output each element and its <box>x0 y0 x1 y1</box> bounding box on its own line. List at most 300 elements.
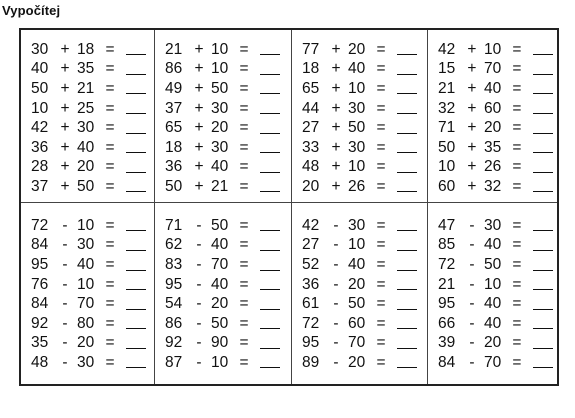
answer-blank[interactable] <box>126 133 146 134</box>
problem-row <box>31 255 154 275</box>
second-operand: 32 <box>483 177 502 195</box>
answer-blank[interactable] <box>533 309 553 310</box>
answer-blank[interactable] <box>126 93 146 94</box>
equals-sign: = <box>376 177 386 195</box>
answer-blank[interactable] <box>260 328 280 329</box>
plus-sign: + <box>467 177 477 195</box>
answer-blank[interactable] <box>397 328 417 329</box>
answer-blank[interactable] <box>397 367 417 368</box>
problem-row <box>302 177 427 197</box>
equals-sign: = <box>376 60 386 78</box>
problem-row <box>438 158 557 178</box>
second-operand: 10 <box>77 275 95 293</box>
answer-blank[interactable] <box>260 230 280 231</box>
answer-blank[interactable] <box>126 250 146 251</box>
answer-blank[interactable] <box>397 309 417 310</box>
answer-blank[interactable] <box>533 93 553 94</box>
second-operand: 60 <box>347 314 366 332</box>
equals-sign: = <box>376 295 386 313</box>
first-operand: 66 <box>437 314 456 332</box>
first-operand: 20 <box>301 177 320 195</box>
plus-sign: + <box>331 40 341 58</box>
equals-sign: = <box>239 236 249 254</box>
minus-sign: - <box>469 353 475 371</box>
answer-blank[interactable] <box>126 152 146 153</box>
first-operand: 72 <box>301 314 320 332</box>
exercise-grid <box>19 28 559 386</box>
problem-row <box>31 118 154 138</box>
problem-row <box>31 79 154 99</box>
second-operand: 30 <box>77 353 95 371</box>
answer-blank[interactable] <box>126 74 146 75</box>
first-operand: 32 <box>437 99 456 117</box>
second-operand: 50 <box>483 256 502 274</box>
equals-sign: = <box>105 314 115 332</box>
plus-sign: + <box>331 138 341 156</box>
second-operand: 21 <box>211 177 229 195</box>
first-operand: 92 <box>165 334 183 352</box>
equals-sign: = <box>512 177 522 195</box>
answer-blank[interactable] <box>260 270 280 271</box>
answer-blank[interactable] <box>533 270 553 271</box>
equals-sign: = <box>512 314 522 332</box>
second-operand: 30 <box>483 216 502 234</box>
problem-row <box>165 60 291 80</box>
first-operand: 48 <box>31 353 49 371</box>
answer-blank[interactable] <box>260 152 280 153</box>
second-operand: 20 <box>77 158 95 176</box>
answer-blank[interactable] <box>260 309 280 310</box>
answer-blank[interactable] <box>533 113 553 114</box>
answer-blank[interactable] <box>397 172 417 173</box>
plus-sign: + <box>194 119 204 137</box>
second-operand: 35 <box>77 60 95 78</box>
problem-row <box>165 79 291 99</box>
plus-sign: + <box>60 40 70 58</box>
second-operand: 40 <box>211 275 229 293</box>
equals-sign: = <box>512 40 522 58</box>
second-operand: 40 <box>483 314 502 332</box>
plus-sign: + <box>467 158 477 176</box>
answer-blank[interactable] <box>533 54 553 55</box>
addition-block <box>21 30 155 203</box>
equals-sign: = <box>512 158 522 176</box>
problem-row <box>31 294 154 314</box>
first-operand: 49 <box>165 79 183 97</box>
first-operand: 40 <box>31 60 49 78</box>
plus-sign: + <box>194 158 204 176</box>
problem-row <box>165 334 291 354</box>
first-operand: 37 <box>31 177 49 195</box>
minus-sign: - <box>62 353 68 371</box>
addition-block <box>155 30 292 203</box>
answer-blank[interactable] <box>397 289 417 290</box>
first-operand: 72 <box>437 256 456 274</box>
minus-sign: - <box>196 256 202 274</box>
second-operand: 50 <box>211 79 229 97</box>
answer-blank[interactable] <box>533 289 553 290</box>
second-operand: 30 <box>347 99 366 117</box>
first-operand: 35 <box>31 334 49 352</box>
second-operand: 10 <box>77 216 95 234</box>
first-operand: 50 <box>437 138 456 156</box>
problem-row <box>302 353 427 373</box>
second-operand: 40 <box>483 295 502 313</box>
first-operand: 77 <box>301 40 320 58</box>
equals-sign: = <box>105 119 115 137</box>
first-operand: 61 <box>301 295 320 313</box>
first-operand: 21 <box>437 79 456 97</box>
second-operand: 50 <box>211 216 229 234</box>
problem-row <box>302 216 427 236</box>
plus-sign: + <box>467 60 477 78</box>
plus-sign: + <box>467 79 477 97</box>
problem-row <box>165 255 291 275</box>
problem-row <box>302 236 427 256</box>
answer-blank[interactable] <box>260 250 280 251</box>
equals-sign: = <box>105 158 115 176</box>
plus-sign: + <box>194 79 204 97</box>
equals-sign: = <box>239 99 249 117</box>
problem-row <box>165 314 291 334</box>
answer-blank[interactable] <box>126 289 146 290</box>
answer-blank[interactable] <box>260 289 280 290</box>
first-operand: 84 <box>31 236 49 254</box>
problem-row <box>302 255 427 275</box>
problem-row <box>302 294 427 314</box>
minus-sign: - <box>196 334 202 352</box>
equals-sign: = <box>105 60 115 78</box>
addition-block <box>292 30 428 203</box>
first-operand: 95 <box>437 295 456 313</box>
second-operand: 40 <box>211 236 229 254</box>
answer-blank[interactable] <box>260 74 280 75</box>
minus-sign: - <box>333 256 339 274</box>
equals-sign: = <box>512 60 522 78</box>
equals-sign: = <box>239 177 249 195</box>
equals-sign: = <box>239 60 249 78</box>
second-operand: 90 <box>211 334 229 352</box>
answer-blank[interactable] <box>126 309 146 310</box>
problem-row <box>165 118 291 138</box>
plus-sign: + <box>60 60 70 78</box>
subtraction-block <box>428 203 557 384</box>
second-operand: 30 <box>347 216 366 234</box>
problem-row <box>438 314 557 334</box>
problem-row <box>165 177 291 197</box>
second-operand: 40 <box>347 60 366 78</box>
first-operand: 30 <box>31 40 49 58</box>
problem-row <box>31 158 154 178</box>
answer-blank[interactable] <box>126 172 146 173</box>
second-operand: 30 <box>77 119 95 137</box>
answer-blank[interactable] <box>533 74 553 75</box>
second-operand: 70 <box>347 334 366 352</box>
first-operand: 42 <box>437 40 456 58</box>
equals-sign: = <box>105 275 115 293</box>
answer-blank[interactable] <box>397 74 417 75</box>
first-operand: 62 <box>165 236 183 254</box>
equals-sign: = <box>239 40 249 58</box>
second-operand: 30 <box>77 236 95 254</box>
answer-blank[interactable] <box>126 54 146 55</box>
first-operand: 87 <box>165 353 183 371</box>
answer-blank[interactable] <box>533 230 553 231</box>
equals-sign: = <box>512 236 522 254</box>
first-operand: 10 <box>437 158 456 176</box>
first-operand: 44 <box>301 99 320 117</box>
problem-row <box>438 118 557 138</box>
problem-row <box>31 314 154 334</box>
equals-sign: = <box>239 216 249 234</box>
answer-blank[interactable] <box>397 191 417 192</box>
problem-row <box>438 138 557 158</box>
answer-blank[interactable] <box>397 113 417 114</box>
problem-row <box>165 138 291 158</box>
first-operand: 71 <box>165 216 183 234</box>
minus-sign: - <box>469 314 475 332</box>
equals-sign: = <box>105 177 115 195</box>
first-operand: 39 <box>437 334 456 352</box>
first-operand: 47 <box>437 216 456 234</box>
equals-sign: = <box>512 256 522 274</box>
first-operand: 18 <box>165 138 183 156</box>
answer-blank[interactable] <box>533 348 553 349</box>
first-operand: 85 <box>437 236 456 254</box>
second-operand: 70 <box>483 353 502 371</box>
first-operand: 21 <box>165 40 183 58</box>
equals-sign: = <box>239 256 249 274</box>
equals-sign: = <box>512 79 522 97</box>
second-operand: 50 <box>347 119 366 137</box>
second-operand: 25 <box>77 99 95 117</box>
equals-sign: = <box>239 334 249 352</box>
answer-blank[interactable] <box>397 230 417 231</box>
first-operand: 36 <box>301 275 320 293</box>
equals-sign: = <box>239 138 249 156</box>
equals-sign: = <box>239 119 249 137</box>
problem-row <box>438 216 557 236</box>
second-operand: 20 <box>347 275 366 293</box>
minus-sign: - <box>196 314 202 332</box>
equals-sign: = <box>239 79 249 97</box>
answer-blank[interactable] <box>260 133 280 134</box>
answer-blank[interactable] <box>397 270 417 271</box>
problem-row <box>31 40 154 60</box>
answer-blank[interactable] <box>397 93 417 94</box>
second-operand: 50 <box>211 314 229 332</box>
minus-sign: - <box>196 216 202 234</box>
second-operand: 30 <box>347 138 366 156</box>
answer-blank[interactable] <box>126 230 146 231</box>
answer-blank[interactable] <box>260 348 280 349</box>
answer-blank[interactable] <box>126 328 146 329</box>
plus-sign: + <box>194 177 204 195</box>
second-operand: 10 <box>211 353 229 371</box>
answer-blank[interactable] <box>533 172 553 173</box>
equals-sign: = <box>105 40 115 58</box>
equals-sign: = <box>105 256 115 274</box>
first-operand: 50 <box>31 79 49 97</box>
plus-sign: + <box>467 40 477 58</box>
plus-sign: + <box>331 60 341 78</box>
answer-blank[interactable] <box>397 54 417 55</box>
second-operand: 26 <box>347 177 366 195</box>
minus-sign: - <box>469 295 475 313</box>
answer-blank[interactable] <box>260 54 280 55</box>
first-operand: 21 <box>437 275 456 293</box>
second-operand: 40 <box>483 236 502 254</box>
problem-row <box>165 294 291 314</box>
answer-blank[interactable] <box>260 93 280 94</box>
equals-sign: = <box>239 295 249 313</box>
problem-row <box>31 236 154 256</box>
answer-blank[interactable] <box>397 152 417 153</box>
problem-row <box>438 275 557 295</box>
second-operand: 10 <box>347 158 366 176</box>
plus-sign: + <box>331 158 341 176</box>
minus-sign: - <box>469 256 475 274</box>
equals-sign: = <box>105 353 115 371</box>
equals-sign: = <box>376 99 386 117</box>
first-operand: 86 <box>165 314 183 332</box>
equals-sign: = <box>376 275 386 293</box>
equals-sign: = <box>512 334 522 352</box>
problem-row <box>438 40 557 60</box>
second-operand: 40 <box>347 256 366 274</box>
answer-blank[interactable] <box>126 270 146 271</box>
answer-blank[interactable] <box>533 152 553 153</box>
second-operand: 50 <box>347 295 366 313</box>
second-operand: 10 <box>211 40 229 58</box>
first-operand: 27 <box>301 236 320 254</box>
second-operand: 20 <box>211 295 229 313</box>
first-operand: 10 <box>31 99 49 117</box>
answer-blank[interactable] <box>260 367 280 368</box>
equals-sign: = <box>105 236 115 254</box>
minus-sign: - <box>469 216 475 234</box>
second-operand: 10 <box>211 60 229 78</box>
first-operand: 33 <box>301 138 320 156</box>
problem-row <box>165 275 291 295</box>
first-operand: 76 <box>31 275 49 293</box>
answer-blank[interactable] <box>533 191 553 192</box>
first-operand: 83 <box>165 256 183 274</box>
page-title: Vypočítej <box>2 3 61 18</box>
equals-sign: = <box>512 295 522 313</box>
answer-blank[interactable] <box>126 113 146 114</box>
equals-sign: = <box>376 334 386 352</box>
second-operand: 30 <box>211 138 229 156</box>
first-operand: 15 <box>437 60 456 78</box>
second-operand: 10 <box>347 79 366 97</box>
problem-row <box>302 275 427 295</box>
second-operand: 10 <box>483 40 502 58</box>
second-operand: 40 <box>483 79 502 97</box>
answer-blank[interactable] <box>533 133 553 134</box>
problem-row <box>302 118 427 138</box>
equals-sign: = <box>512 353 522 371</box>
equals-sign: = <box>512 216 522 234</box>
answer-blank[interactable] <box>260 191 280 192</box>
answer-blank[interactable] <box>126 348 146 349</box>
first-operand: 60 <box>437 177 456 195</box>
minus-sign: - <box>62 334 68 352</box>
answer-blank[interactable] <box>533 367 553 368</box>
answer-blank[interactable] <box>397 133 417 134</box>
problem-row <box>165 216 291 236</box>
second-operand: 21 <box>77 79 95 97</box>
problem-row <box>438 60 557 80</box>
minus-sign: - <box>196 236 202 254</box>
problem-row <box>302 158 427 178</box>
problem-row <box>438 255 557 275</box>
minus-sign: - <box>333 334 339 352</box>
first-operand: 52 <box>301 256 320 274</box>
answer-blank[interactable] <box>126 191 146 192</box>
problem-row <box>438 294 557 314</box>
first-operand: 84 <box>31 295 49 313</box>
equals-sign: = <box>376 158 386 176</box>
answer-blank[interactable] <box>397 348 417 349</box>
problem-row <box>31 138 154 158</box>
second-operand: 35 <box>483 138 502 156</box>
problem-row <box>438 177 557 197</box>
plus-sign: + <box>194 99 204 117</box>
second-operand: 70 <box>77 295 95 313</box>
answer-blank[interactable] <box>533 328 553 329</box>
minus-sign: - <box>333 216 339 234</box>
problem-row <box>438 334 557 354</box>
answer-blank[interactable] <box>260 172 280 173</box>
first-operand: 95 <box>165 275 183 293</box>
problem-row <box>438 236 557 256</box>
first-operand: 42 <box>301 216 320 234</box>
answer-blank[interactable] <box>533 250 553 251</box>
plus-sign: + <box>467 99 477 117</box>
minus-sign: - <box>333 236 339 254</box>
problem-row <box>302 99 427 119</box>
subtraction-block <box>21 203 155 384</box>
first-operand: 72 <box>31 216 49 234</box>
second-operand: 20 <box>77 334 95 352</box>
second-operand: 70 <box>483 60 502 78</box>
problem-row <box>165 99 291 119</box>
first-operand: 28 <box>31 158 49 176</box>
problem-row <box>302 40 427 60</box>
problem-row <box>31 334 154 354</box>
first-operand: 95 <box>31 256 49 274</box>
minus-sign: - <box>62 256 68 274</box>
minus-sign: - <box>469 334 475 352</box>
answer-blank[interactable] <box>260 113 280 114</box>
second-operand: 50 <box>77 177 95 195</box>
problem-row <box>438 353 557 373</box>
minus-sign: - <box>469 275 475 293</box>
equals-sign: = <box>376 119 386 137</box>
equals-sign: = <box>512 99 522 117</box>
problem-row <box>302 334 427 354</box>
first-operand: 36 <box>31 138 49 156</box>
minus-sign: - <box>333 353 339 371</box>
second-operand: 40 <box>211 158 229 176</box>
minus-sign: - <box>62 236 68 254</box>
problem-row <box>165 158 291 178</box>
second-operand: 18 <box>77 40 95 58</box>
answer-blank[interactable] <box>126 367 146 368</box>
answer-blank[interactable] <box>397 250 417 251</box>
plus-sign: + <box>331 119 341 137</box>
